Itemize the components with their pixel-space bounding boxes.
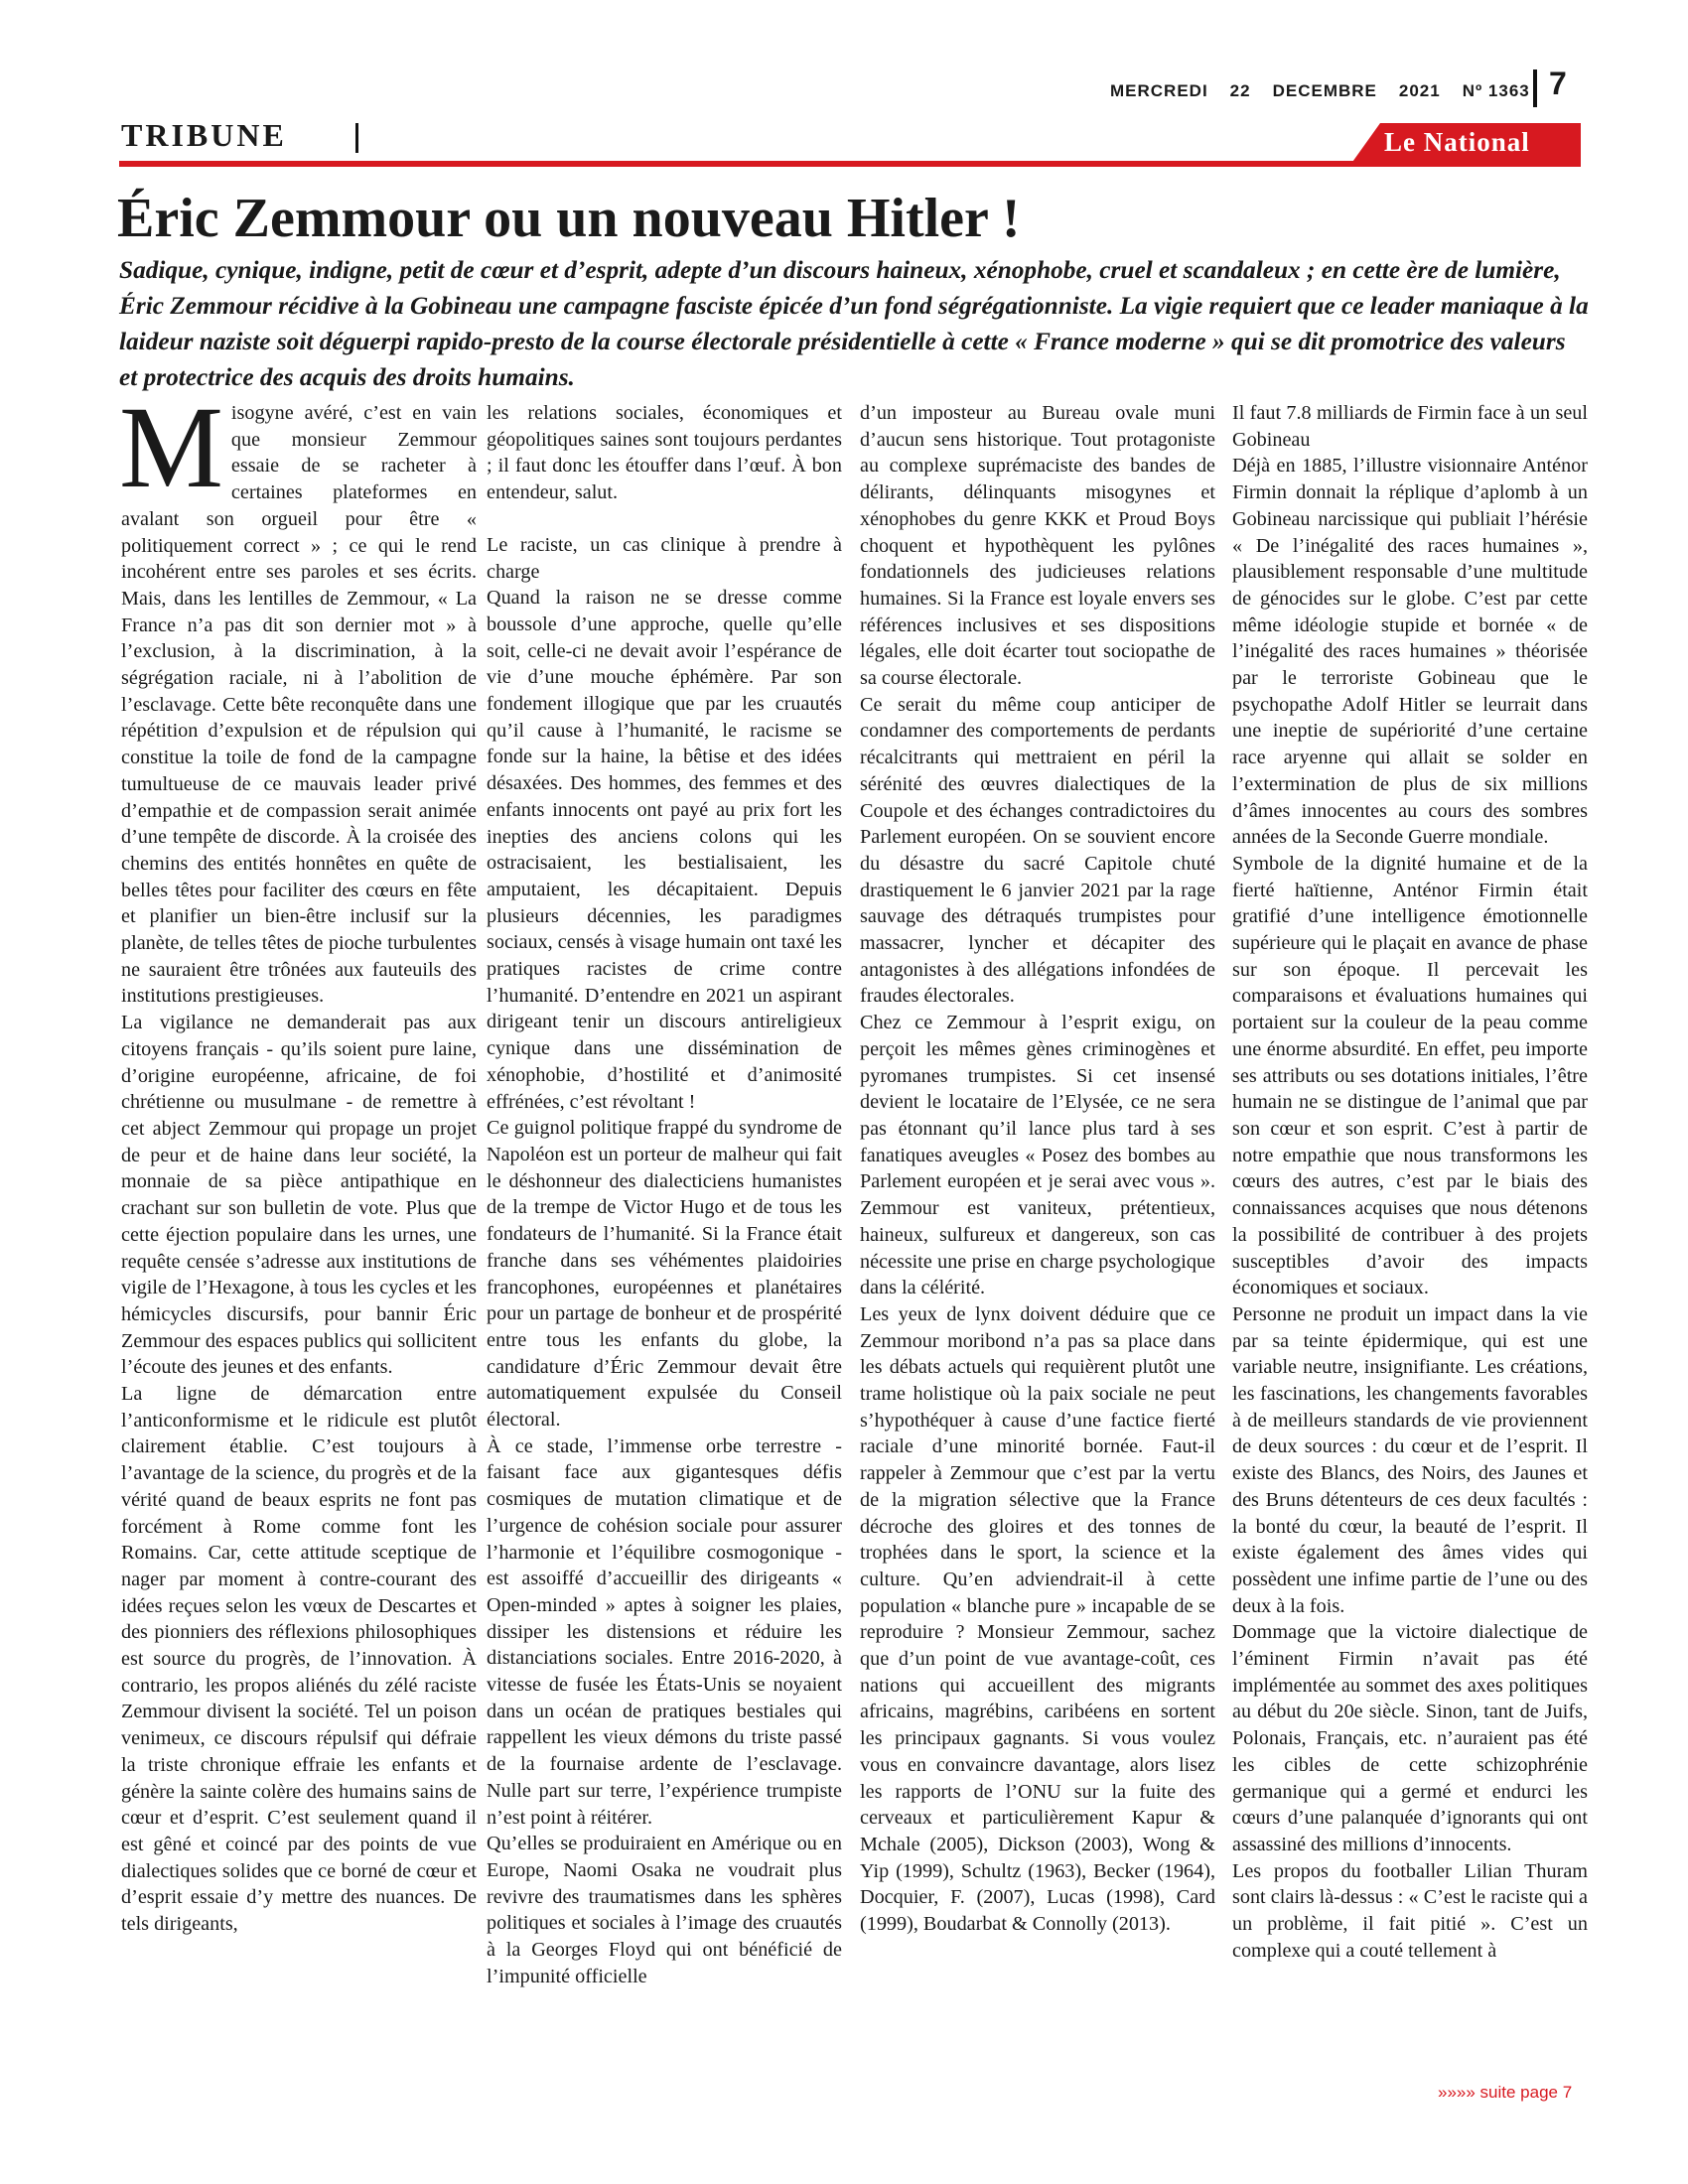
paragraph: Quand la raison ne se dresse comme boussole d’une approche, quelle qu’elle soit, celle-ci ne devait avoir l’espérance de vie d’une mouche éphémère. Par son fondement illogique que par les cruautés qu’il cause à l’humanité, le racisme se fonde sur la haine, la bêtise et des idées désaxées. Des hommes, des femmes et des enfants innocents ont payé au prix fort les inepties des anciens colons qui les ostracisaient, les bestialisaient, les amputaient, les décapitaient. Depuis plusieurs décennies, les paradigmes sociaux, censés à visage humain ont taxé les pratiques racistes de crime contre l’humanité. D’entendre en 2021 un aspirant dirigeant tenir un discours antireligieux cynique dans une dissémination de xénophobie, d’hostilité et d’animosité effrénées, c’est révoltant ! (487, 587, 842, 1113)
dateline-day: MERCREDI (1110, 81, 1208, 100)
paragraph: La ligne de démarcation entre l’anticonformisme et le ridicule est plutôt clairement établie. C’est toujours à l’avantage de la science, du progrès et de la vérité quand de beaux esprits ne font pas forcément à Rome comme font les Romains. Car, cette attitude sceptique de nager par moment à contre-courant des idées reçues selon les vœux de Descartes et des pionniers des réflexions philosophiques est source du progrès, de l’innovation. À contrario, les propos aliénés du zélé raciste Zemmour divisent la société. Tel un poison venimeux, ce discours répulsif qui défraie la triste chronique effraie les enfants et génère la sainte colère des humains sains de cœur et d’esprit. C’est seulement quand il est gêné et coincé par des points de vue dialectiques solides que ce borné de cœur et d’esprit essaie d’y mettre des nuances. De tels dirigeants, (121, 1383, 477, 1936)
article-column-4 (1232, 400, 1588, 1964)
continued-link[interactable]: »»»» suite page 7 (1438, 2083, 1573, 2102)
paragraph: Symbole de la dignité humaine et de la fierté haïtienne, Anténor Firmin était gratifié d’une intelligence émotionnelle supérieure qui le plaçait en avance de phase sur son époque. Il percevait les comparaisons et évaluations humaines qui portaient sur la couleur de la peau comme une énorme absurdité. En effet, peu importe ses attributs ou ses dotations initiales, l’être humain ne se distingue de l’animal que par son cœur et son esprit. C’est à partir de notre empathie que nous transformons les cœurs des autres, c’est par le biais des connaissances acquises que nous détenons la possibilité de contribuer à des projets susceptibles d’avoir des impacts économiques et sociaux. (1232, 852, 1588, 1299)
article-deck: Sadique, cynique, indigne, petit de cœur et d’esprit, adepte d’un discours haineux, xénophobe, cruel et scandaleux ; en cette ère de lumière, Éric Zemmour récidive à la Gobineau une campagne fasciste épicée d’un fond ségrégationniste. La vigie requiert que ce leader maniaque à la laideur naziste soit déguerpi rapido-presto de la course électorale présidentielle à cette « France moderne » qui se dit promotrice des valeurs et protectrice des acquis des droits humains. (119, 256, 1589, 391)
paragraph: Les propos du footballer Lilian Thuram sont clairs là-dessus : « C’est le raciste qui a un problème, il fait pitié ». C’est un complexe qui a couté tellement à (1232, 1859, 1588, 1962)
article-title: Éric Zemmour ou un nouveau Hitler ! (117, 188, 1021, 249)
paragraph: Personne ne produit un impact dans la vie par sa teinte épidermique, qui est une variable neutre, insignifiante. Les créations, les fascinations, les changements favorables à de meilleurs standards de vie proviennent de deux sources : du cœur et de l’esprit. Il existe des Blancs, des Noirs, des Jaunes et des Bruns détenteurs de ces deux facultés : la bonté du cœur, la beauté de l’esprit. Il existe également des âmes vides qui possèdent une infime partie de l’une ou des deux à la fois. (1232, 1302, 1588, 1617)
paragraph: Misogyne avéré, c’est en vain que monsieur Zemmour essaie de se racheter à certaines plateformes en avalant son orgueil pour être « politiquement correct » ; ce qui le rend incohérent entre ses paroles et ses écrits. Mais, dans les lentilles de Zemmour, « La France n’a pas dit son dernier mot » à l’exclusion, à la discrimination, à la ségrégation raciale, ni à l’abolition de l’esclavage. Cette bête reconquête dans une répétition d’expulsion et de répulsion qui constitue la toile de fond de la campagne tumultueuse de ce mauvais leader privé d’empathie et de compassion serait animée d’une tempête de discorde. À la croisée des chemins des entités honnêtes en quête de belles têtes pour faciliter des cœurs en fête et planifier un bien-être inclusif sur la planète, de telles têtes de pioche turbulentes ne sauraient être trônées aux fauteuils des institutions prestigieuses. (119, 382, 477, 1008)
dateline (1110, 81, 1552, 101)
dateline-month: DECEMBRE (1272, 81, 1377, 100)
section-label: TRIBUNE (121, 117, 287, 153)
subheading: Le raciste, un cas clinique à prendre à charge (487, 533, 842, 583)
page-number-divider (1533, 69, 1537, 107)
article-column-1 (119, 382, 477, 1938)
paragraph: La vigilance ne demanderait pas aux citoyens français - qu’ils soient pure laine, d’origine européenne, africaine, de foi chrétienne ou musulmane - de remettre à cet abject Zemmour qui propage un projet de peur et de haine dans leur société, la monnaie de sa pièce antipathique en crachant sur son bulletin de vote. Plus que cette éjection populaire dans les urnes, une requête censée s’adresse aux institutions de vigile de l’Hexagone, à tous les cycles et les hémicycles discursifs, pour bannir Éric Zemmour des espaces publics qui sollicitent l’écoute des jeunes et des enfants. (121, 1012, 477, 1379)
paragraph: Les yeux de lynx doivent déduire que ce Zemmour moribond n’a pas sa place dans les débats actuels qui requièrent plutôt une trame holistique où la paix sociale ne peut s’hypothéquer à cause d’une factice fierté raciale d’une minorité bornée. Faut-il rappeler à Zemmour que c’est par la vertu de la migration sélective que la France décroche des gloires et des tonnes de trophées dans le sport, la science et la culture. Qu’en adviendrait-il à cette population « blanche pure » incapable de se reproduire ? Monsieur Zemmour, sachez que d’un point de vue avantage-coût, ces nations qui accueillent des migrants africains, magrébins, caribéens en sortent les principaux gagnants. Si vous voulez vous en convaincre davantage, alors lisez les rapports de l’ONU sur la fuite des cerveaux et particulièrement Kapur & Mchale (2005), Dickson (2003), Wong & Yip (1999), Schultz (1963), Becker (1964), Docquier, F. (2007), Lucas (1998), Card (1999), Boudarbat & Connolly (2013). (860, 1302, 1215, 1936)
paragraph: À ce stade, l’immense orbe terrestre - faisant face aux gigantesques défis cosmiques de mutation climatique et de l’urgence de cohésion sociale pour assurer l’harmonie et l’équilibre cosmogonique - est assoiffé d’accueillir des dirigeants « Open-minded » aptes à soigner les plaies, dissiper les distensions et réduire les distanciations sociales. Entre 2016-2020, à vitesse de fusée les États-Unis se noyaient dans un océan de pratiques bestiales qui rappellent les vieux démons du triste passé de la fournaise ardente de l’esclavage. Nulle part sur terre, l’expérience trumpiste n’est point à réitérer. (487, 1434, 842, 1829)
paragraph: Qu’elles se produiraient en Amérique ou en Europe, Naomi Osaka ne voudrait plus revivre des traumatismes dans les sphères politiques et sociales à l’image des cruautés à la Georges Floyd qui ont bénéficié de l’impunité officielle (487, 1833, 842, 1987)
subheading: Il faut 7.8 milliards de Firmin face à un seul Gobineau (1232, 402, 1588, 451)
paragraph: Dommage que la victoire dialectique de l’éminent Firmin n’avait pas été implémentée au sommet des axes politiques au début du 20e siècle. Sinon, tant de Juifs, Polonais, Français, etc. n’auraient pas été les cibles de cette schizophrénie germanique qui a germé et endurci les cœurs d’une palanquée d’ignorants qui ont assassiné des millions d’innocents. (1232, 1621, 1588, 1855)
brand-name: Le National (1384, 127, 1530, 157)
dateline-year: 2021 (1398, 81, 1441, 100)
paragraph: Chez ce Zemmour à l’esprit exigu, on perçoit les mêmes gènes criminogènes et pyromanes trumpistes. Si cet insensé devient le locataire de l’Elysée, ce ne sera pas étonnant qu’il lance plus tard à ses fanatiques aveugles « Posez des bombes au Parlement européen et je serai avec vous ». Zemmour est vaniteux, prétentieux, haineux, sulfureux et dangereux, son cas nécessite une prise en charge psychologique dans la célérité. (860, 1012, 1215, 1299)
page-number: 7 (1549, 66, 1567, 101)
section-divider (355, 123, 358, 153)
header-rule (119, 161, 1581, 167)
paragraph: Ce serait du même coup anticiper de condamner des comportements de perdants récalcitrants qui mettraient en péril la sérénité des œuvres dialectiques de la Coupole et des échanges contradictoires du Parlement européen. On se souvient encore du désastre du sacré Capitole chuté drastiquement le 6 janvier 2021 par la rage sauvage des détraqués trumpistes pour massacrer, lyncher et décapiter des antagonistes à des allégations infondées de fraudes électorales. (860, 693, 1215, 1008)
article-column-3 (860, 400, 1215, 1938)
issue-number: Nº 1363 (1462, 81, 1530, 100)
article-column-2 (487, 400, 842, 1989)
paragraph: Ce guignol politique frappé du syndrome de Napoléon est un porteur de malheur qui fait le déshonneur des dialecticiens humanistes de la trempe de Victor Hugo et de tous les fondateurs de l’humanité. Si la France était franche dans ses véhémentes plaidoiries francophones, européennes et planétaires pour un partage de bonheur et de prospérité entre tous les enfants du globe, la candidature d’Éric Zemmour devait être automatiquement expulsée du Conseil électoral. (487, 1117, 842, 1432)
paragraph: les relations sociales, économiques et géopolitiques saines sont toujours perdantes ; il faut donc les étouffer dans l’œuf. À bon entendeur, salut. (487, 402, 842, 504)
drop-cap: M (119, 382, 223, 512)
dateline-date: 22 (1229, 81, 1251, 100)
paragraph: d’un imposteur au Bureau ovale muni d’aucun sens historique. Tout protagoniste au complexe suprémaciste des bandes de délirants, délinquants misogynes et xénophobes du genre KKK et Proud Boys choquent et hypothèquent les pylônes fondationnels des judicieuses relations humaines. Si la France est loyale envers ses références inclusives et ses dispositions légales, elle doit écarter tout sociopathe de sa course électorale. (860, 402, 1215, 690)
paragraph: Déjà en 1885, l’illustre visionnaire Anténor Firmin donnait la réplique d’aplomb à un Gobineau narcissique qui publiait l’hérésie « De l’inégalité des races humaines », plausiblement responsable d’une multitude de génocides sur le globe. C’est par cette même idéologie stupide et bornée « de l’inégalité des races humaines » théorisée par le terroriste Gobineau que le psychopathe Adolf Hitler se leurrait dans une ineptie de supériorité d’une certaine race aryenne qui allait se solder en l’extermination de plus de six millions d’âmes innocentes au cours des sombres années de la Seconde Guerre mondiale. (1232, 455, 1588, 849)
